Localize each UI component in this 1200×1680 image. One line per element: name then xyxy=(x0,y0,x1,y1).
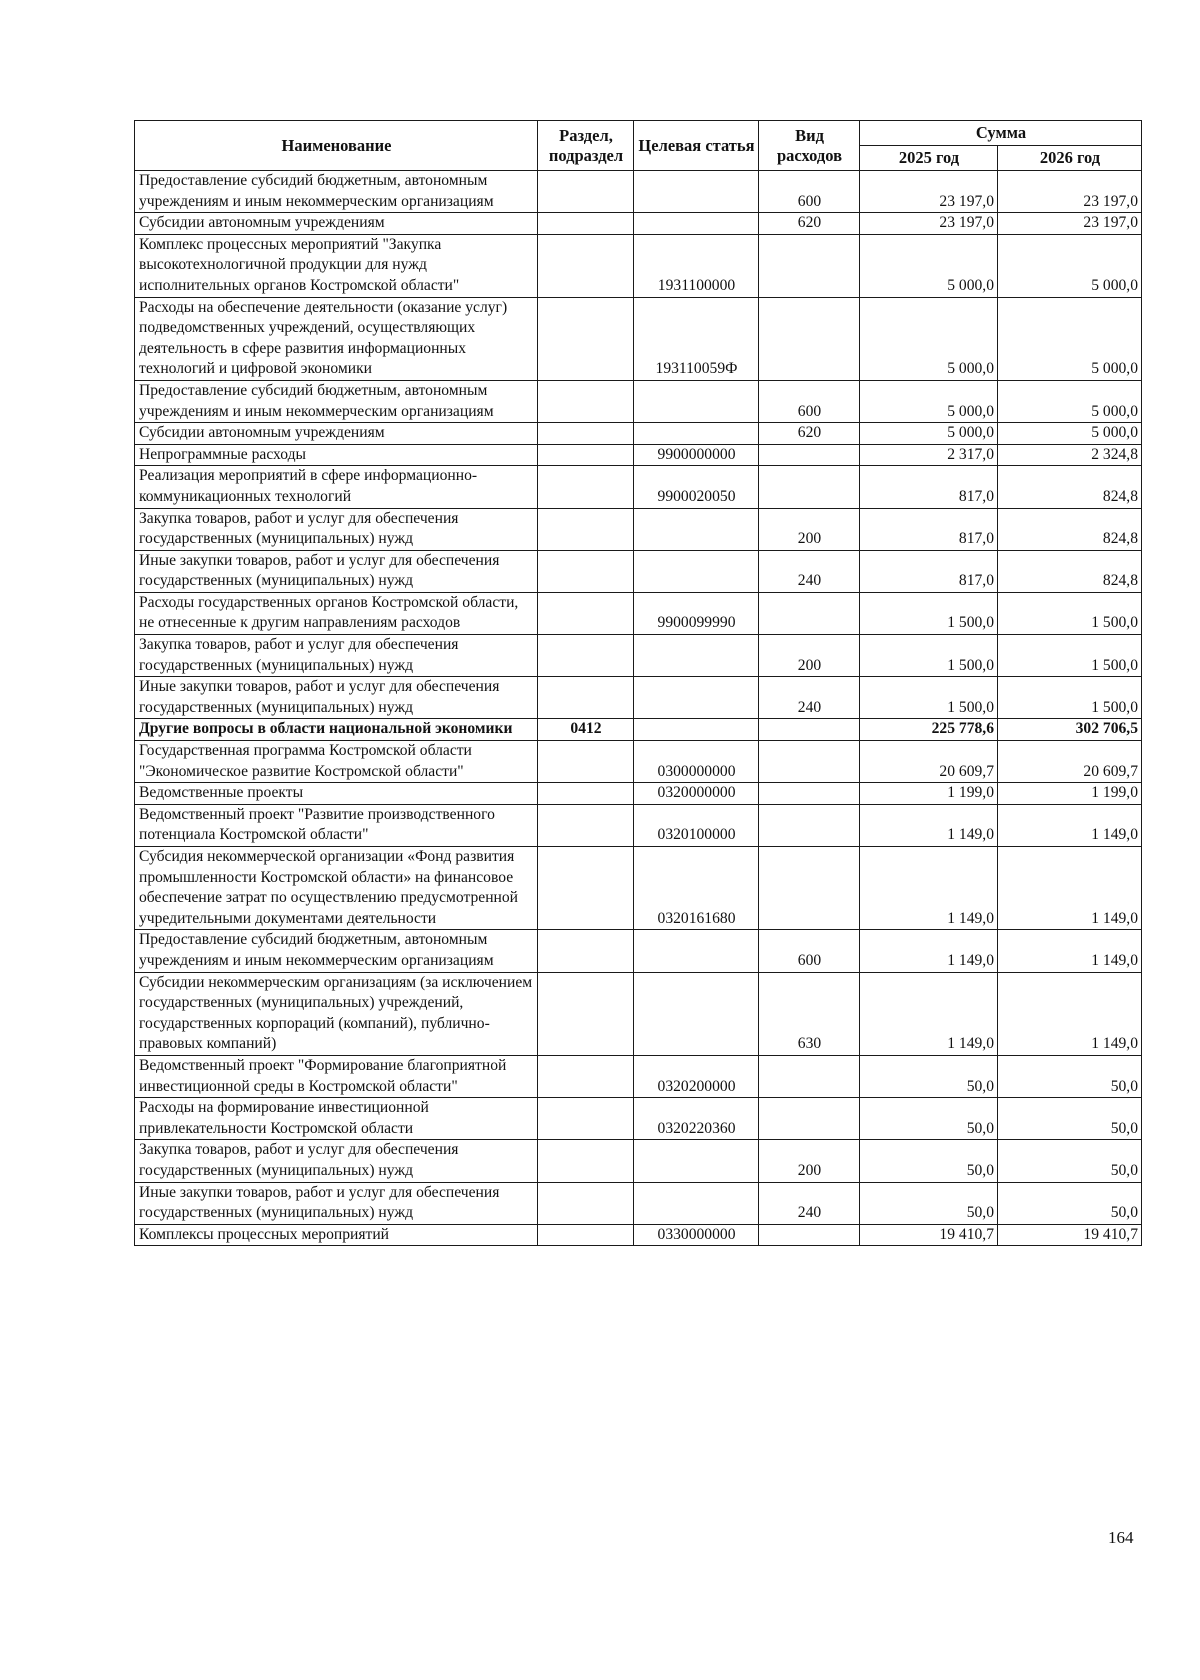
table-row xyxy=(135,550,1142,592)
cell-2025: 1 500,0 xyxy=(860,677,998,719)
table-row xyxy=(135,930,1142,972)
cell-kind xyxy=(759,719,860,741)
cell-name: Предоставление субсидий бюджетным, автономным учреждениям и иным некоммерческим организациям xyxy=(135,171,538,213)
cell-target xyxy=(634,550,759,592)
header-section: Раздел, подраздел xyxy=(538,121,634,171)
cell-2026: 5 000,0 xyxy=(998,297,1142,380)
cell-2025: 5 000,0 xyxy=(860,380,998,422)
cell-target: 9900000000 xyxy=(634,444,759,466)
cell-kind xyxy=(759,1055,860,1097)
cell-target xyxy=(634,508,759,550)
cell-name: Закупка товаров, работ и услуг для обеспечения государственных (муниципальных) нужд xyxy=(135,635,538,677)
cell-kind xyxy=(759,444,860,466)
cell-target xyxy=(634,719,759,741)
cell-target: 9900020050 xyxy=(634,466,759,508)
cell-name: Расходы на формирование инвестиционной привлекательности Костромской области xyxy=(135,1098,538,1140)
table-row xyxy=(135,380,1142,422)
cell-section xyxy=(538,550,634,592)
cell-2025: 1 199,0 xyxy=(860,783,998,805)
cell-name: Ведомственный проект "Формирование благоприятной инвестиционной среды в Костромской области" xyxy=(135,1055,538,1097)
table-row xyxy=(135,297,1142,380)
cell-2025: 5 000,0 xyxy=(860,423,998,445)
cell-target: 193110059Ф xyxy=(634,297,759,380)
cell-target: 0330000000 xyxy=(634,1224,759,1246)
cell-section xyxy=(538,1224,634,1246)
cell-target xyxy=(634,1140,759,1182)
cell-target xyxy=(634,171,759,213)
cell-target: 9900099990 xyxy=(634,592,759,634)
cell-2026: 1 149,0 xyxy=(998,972,1142,1055)
cell-2026: 1 500,0 xyxy=(998,592,1142,634)
cell-name: Закупка товаров, работ и услуг для обеспечения государственных (муниципальных) нужд xyxy=(135,508,538,550)
cell-kind: 630 xyxy=(759,972,860,1055)
cell-kind xyxy=(759,592,860,634)
cell-name: Ведомственный проект "Развитие производственного потенциала Костромской области" xyxy=(135,804,538,846)
cell-kind xyxy=(759,466,860,508)
table-row xyxy=(135,444,1142,466)
cell-section xyxy=(538,508,634,550)
cell-2025: 50,0 xyxy=(860,1182,998,1224)
page-number: 164 xyxy=(1108,1528,1134,1547)
cell-name: Расходы на обеспечение деятельности (оказание услуг) подведомственных учреждений, осуществляющих деятельность в сфере развития информационных технологий и цифровой экономики xyxy=(135,297,538,380)
cell-name: Субсидии автономным учреждениям xyxy=(135,213,538,235)
cell-name: Расходы государственных органов Костромской области, не отнесенные к другим направлениям расходов xyxy=(135,592,538,634)
cell-2026: 5 000,0 xyxy=(998,380,1142,422)
cell-section xyxy=(538,804,634,846)
header-target: Целевая статья xyxy=(634,121,759,171)
cell-2025: 50,0 xyxy=(860,1055,998,1097)
cell-2026: 19 410,7 xyxy=(998,1224,1142,1246)
table-row xyxy=(135,783,1142,805)
table-row xyxy=(135,423,1142,445)
cell-name: Иные закупки товаров, работ и услуг для обеспечения государственных (муниципальных) нужд xyxy=(135,1182,538,1224)
cell-target xyxy=(634,635,759,677)
cell-kind: 240 xyxy=(759,677,860,719)
cell-2025: 817,0 xyxy=(860,508,998,550)
cell-2025: 225 778,6 xyxy=(860,719,998,741)
cell-section xyxy=(538,213,634,235)
cell-section xyxy=(538,592,634,634)
cell-name: Предоставление субсидий бюджетным, автономным учреждениям и иным некоммерческим организациям xyxy=(135,380,538,422)
table-row xyxy=(135,847,1142,930)
table-row xyxy=(135,171,1142,213)
cell-section xyxy=(538,297,634,380)
cell-2025: 1 149,0 xyxy=(860,930,998,972)
table-row xyxy=(135,1224,1142,1246)
cell-target xyxy=(634,380,759,422)
cell-section xyxy=(538,380,634,422)
cell-2025: 2 317,0 xyxy=(860,444,998,466)
cell-2025: 50,0 xyxy=(860,1140,998,1182)
table-row xyxy=(135,677,1142,719)
table-row xyxy=(135,234,1142,297)
cell-2026: 50,0 xyxy=(998,1055,1142,1097)
cell-kind: 600 xyxy=(759,171,860,213)
cell-2026: 824,8 xyxy=(998,508,1142,550)
cell-2026: 824,8 xyxy=(998,466,1142,508)
cell-kind: 240 xyxy=(759,550,860,592)
cell-kind xyxy=(759,847,860,930)
header-kind: Вид расходов xyxy=(759,121,860,171)
cell-section xyxy=(538,171,634,213)
cell-2026: 1 199,0 xyxy=(998,783,1142,805)
cell-kind xyxy=(759,741,860,783)
cell-2026: 20 609,7 xyxy=(998,741,1142,783)
cell-2026: 50,0 xyxy=(998,1098,1142,1140)
header-sum: Сумма xyxy=(860,121,1142,146)
cell-section xyxy=(538,741,634,783)
cell-section xyxy=(538,1098,634,1140)
cell-2026: 1 149,0 xyxy=(998,847,1142,930)
cell-name: Субсидии автономным учреждениям xyxy=(135,423,538,445)
cell-target xyxy=(634,1182,759,1224)
cell-name: Реализация мероприятий в сфере информационно-коммуникационных технологий xyxy=(135,466,538,508)
cell-target: 0320220360 xyxy=(634,1098,759,1140)
cell-2026: 5 000,0 xyxy=(998,234,1142,297)
table-row xyxy=(135,972,1142,1055)
cell-2025: 5 000,0 xyxy=(860,297,998,380)
cell-target: 0320161680 xyxy=(634,847,759,930)
cell-kind: 620 xyxy=(759,423,860,445)
cell-name: Другие вопросы в области национальной экономики xyxy=(135,719,538,741)
cell-2025: 1 500,0 xyxy=(860,635,998,677)
cell-target xyxy=(634,423,759,445)
cell-2025: 817,0 xyxy=(860,550,998,592)
table-row xyxy=(135,213,1142,235)
cell-2025: 50,0 xyxy=(860,1098,998,1140)
cell-section xyxy=(538,423,634,445)
cell-section xyxy=(538,677,634,719)
budget-table xyxy=(134,120,1142,1246)
cell-name: Ведомственные проекты xyxy=(135,783,538,805)
cell-target: 0320200000 xyxy=(634,1055,759,1097)
cell-2026: 2 324,8 xyxy=(998,444,1142,466)
table-row xyxy=(135,635,1142,677)
cell-2026: 50,0 xyxy=(998,1140,1142,1182)
header-year-2025: 2025 год xyxy=(860,146,998,171)
cell-2025: 23 197,0 xyxy=(860,213,998,235)
header-name: Наименование xyxy=(135,121,538,171)
cell-kind: 200 xyxy=(759,635,860,677)
cell-2025: 5 000,0 xyxy=(860,234,998,297)
table-row xyxy=(135,1098,1142,1140)
cell-section xyxy=(538,1140,634,1182)
cell-name: Предоставление субсидий бюджетным, автономным учреждениям и иным некоммерческим организациям xyxy=(135,930,538,972)
cell-section xyxy=(538,444,634,466)
cell-2026: 1 500,0 xyxy=(998,677,1142,719)
cell-kind xyxy=(759,1224,860,1246)
cell-name: Субсидия некоммерческой организации «Фонд развития промышленности Костромской области» на финансовое обеспечение затрат по осуществлению предусмотренной учредительными документами деятельности xyxy=(135,847,538,930)
cell-kind xyxy=(759,783,860,805)
cell-name: Закупка товаров, работ и услуг для обеспечения государственных (муниципальных) нужд xyxy=(135,1140,538,1182)
table-row xyxy=(135,1140,1142,1182)
cell-target: 0300000000 xyxy=(634,741,759,783)
table-row xyxy=(135,1055,1142,1097)
cell-target: 0320100000 xyxy=(634,804,759,846)
cell-section xyxy=(538,635,634,677)
cell-kind xyxy=(759,234,860,297)
header-year-2026: 2026 год xyxy=(998,146,1142,171)
cell-kind: 600 xyxy=(759,930,860,972)
cell-section xyxy=(538,930,634,972)
cell-2025: 1 149,0 xyxy=(860,972,998,1055)
cell-target: 0320000000 xyxy=(634,783,759,805)
cell-kind: 240 xyxy=(759,1182,860,1224)
table-row xyxy=(135,1182,1142,1224)
cell-name: Иные закупки товаров, работ и услуг для обеспечения государственных (муниципальных) нужд xyxy=(135,550,538,592)
cell-2026: 5 000,0 xyxy=(998,423,1142,445)
cell-2025: 1 149,0 xyxy=(860,847,998,930)
cell-2025: 1 149,0 xyxy=(860,804,998,846)
table-row xyxy=(135,719,1142,741)
table-body xyxy=(135,171,1142,1246)
cell-kind xyxy=(759,297,860,380)
cell-target xyxy=(634,677,759,719)
cell-kind xyxy=(759,1098,860,1140)
cell-name: Комплексы процессных мероприятий xyxy=(135,1224,538,1246)
cell-2025: 817,0 xyxy=(860,466,998,508)
table-row xyxy=(135,741,1142,783)
cell-section xyxy=(538,1055,634,1097)
cell-section xyxy=(538,1182,634,1224)
cell-2026: 302 706,5 xyxy=(998,719,1142,741)
cell-2026: 1 149,0 xyxy=(998,804,1142,846)
cell-kind: 200 xyxy=(759,1140,860,1182)
cell-section xyxy=(538,234,634,297)
table-row xyxy=(135,592,1142,634)
cell-section: 0412 xyxy=(538,719,634,741)
cell-section xyxy=(538,847,634,930)
cell-2026: 1 149,0 xyxy=(998,930,1142,972)
cell-target xyxy=(634,972,759,1055)
table-header xyxy=(135,121,1142,171)
cell-2025: 1 500,0 xyxy=(860,592,998,634)
cell-2025: 19 410,7 xyxy=(860,1224,998,1246)
cell-2026: 824,8 xyxy=(998,550,1142,592)
table-row xyxy=(135,804,1142,846)
cell-kind xyxy=(759,804,860,846)
cell-kind: 620 xyxy=(759,213,860,235)
cell-name: Комплекс процессных мероприятий "Закупка высокотехнологичной продукции для нужд исполнительных органов Костромской области" xyxy=(135,234,538,297)
cell-2025: 20 609,7 xyxy=(860,741,998,783)
cell-2025: 23 197,0 xyxy=(860,171,998,213)
cell-target xyxy=(634,213,759,235)
cell-kind: 600 xyxy=(759,380,860,422)
table-row xyxy=(135,508,1142,550)
cell-section xyxy=(538,972,634,1055)
cell-2026: 23 197,0 xyxy=(998,171,1142,213)
cell-target: 1931100000 xyxy=(634,234,759,297)
cell-2026: 1 500,0 xyxy=(998,635,1142,677)
cell-name: Государственная программа Костромской области "Экономическое развитие Костромской области" xyxy=(135,741,538,783)
cell-name: Иные закупки товаров, работ и услуг для обеспечения государственных (муниципальных) нужд xyxy=(135,677,538,719)
cell-section xyxy=(538,466,634,508)
cell-target xyxy=(634,930,759,972)
cell-2026: 23 197,0 xyxy=(998,213,1142,235)
cell-section xyxy=(538,783,634,805)
cell-2026: 50,0 xyxy=(998,1182,1142,1224)
cell-name: Субсидии некоммерческим организациям (за исключением государственных (муниципальных) учреждений, государственных корпораций (компаний), публично-правовых компаний) xyxy=(135,972,538,1055)
cell-name: Непрограммные расходы xyxy=(135,444,538,466)
cell-kind: 200 xyxy=(759,508,860,550)
table-row xyxy=(135,466,1142,508)
